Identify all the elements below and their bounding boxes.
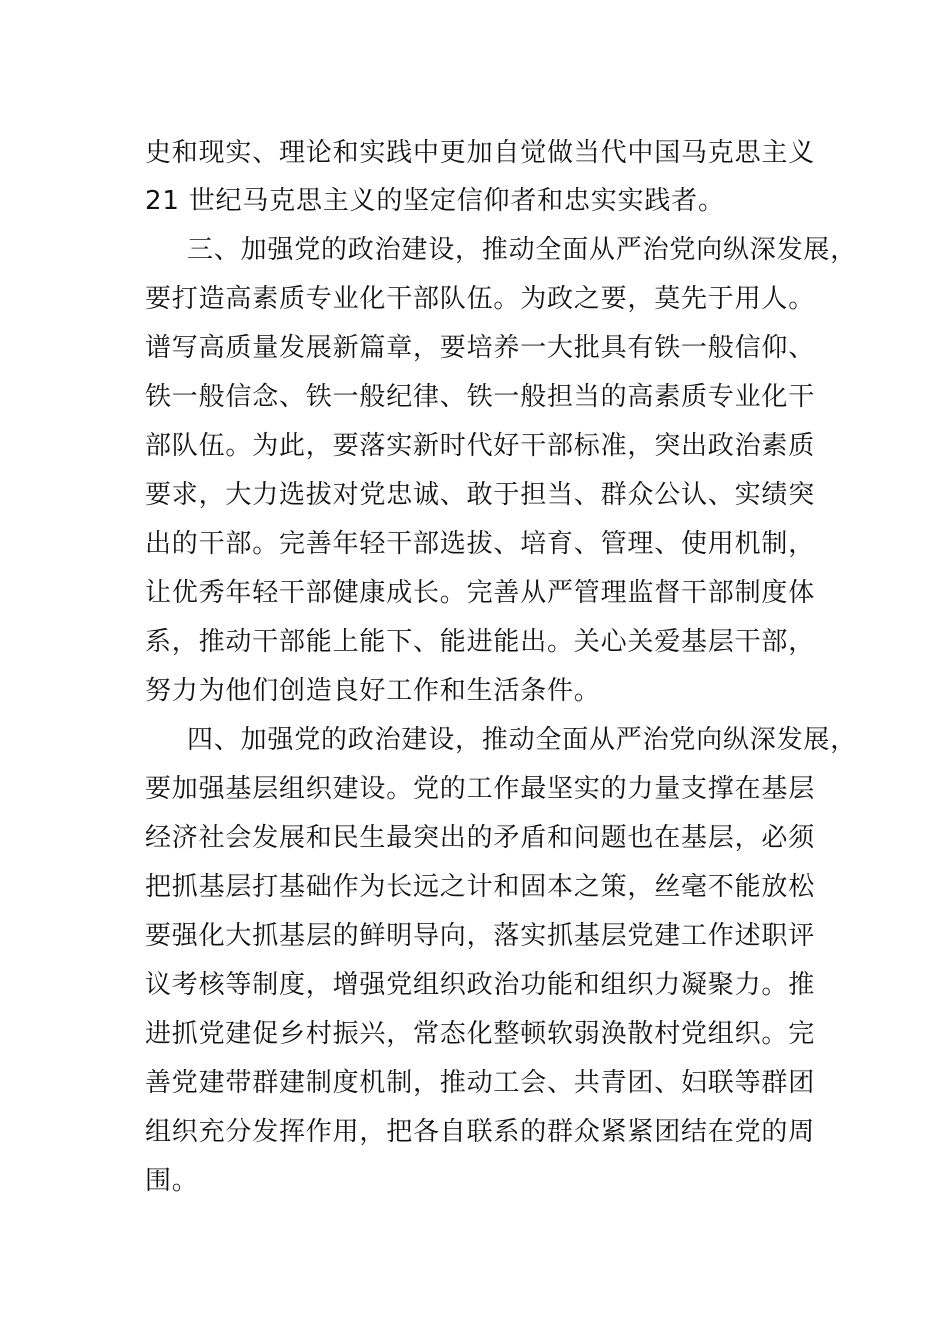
text-line: 出的干部。完善年轻干部选拔、培育、管理、使用机制， bbox=[145, 529, 816, 559]
text-line: 善党建带群建制度机制，推动工会、共青团、妇联等群团 bbox=[145, 1068, 816, 1098]
text-line: 努力为他们创造良好工作和生活条件。 bbox=[145, 676, 601, 706]
text-line: 经济社会发展和民生最突出的矛盾和问题也在基层，必须 bbox=[145, 823, 816, 853]
text-line: 系，推动干部能上能下、能进能出。关心关爱基层干部， bbox=[145, 627, 816, 657]
text-line: 铁一般信念、铁一般纪律、铁一般担当的高素质专业化干 bbox=[145, 382, 816, 412]
text-line: 21 世纪马克思主义的坚定信仰者和忠实实践者。 bbox=[145, 186, 725, 216]
text-line: 部队伍。为此，要落实新时代好干部标准，突出政治素质 bbox=[145, 431, 816, 461]
text-line: 进抓党建促乡村振兴，常态化整顿软弱涣散村党组织。完 bbox=[145, 1019, 816, 1049]
text-line: 史和现实、理论和实践中更加自觉做当代中国马克思主义 bbox=[145, 138, 816, 168]
text-line: 把抓基层打基础作为长远之计和固本之策，丝毫不能放松 bbox=[145, 872, 816, 902]
text-line: 让优秀年轻干部健康成长。完善从严管理监督干部制度体 bbox=[145, 578, 816, 608]
text-line: 议考核等制度，增强党组织政治功能和组织力凝聚力。推 bbox=[145, 970, 816, 1000]
text-line: 围。 bbox=[145, 1166, 199, 1196]
text-line: 要加强基层组织建设。党的工作最坚实的力量支撑在基层 bbox=[145, 774, 816, 804]
paragraph-three-heading: 三、加强党的政治建设，推动全面从严治党向纵深发展， bbox=[187, 235, 858, 265]
text-line: 要求，大力选拔对党忠诚、敢于担当、群众公认、实绩突 bbox=[145, 480, 816, 510]
paragraph-four-heading: 四、加强党的政治建设，推动全面从严治党向纵深发展， bbox=[187, 725, 858, 755]
text-line: 谱写高质量发展新篇章，要培养一大批具有铁一般信仰、 bbox=[145, 333, 816, 363]
text-line: 要强化大抓基层的鲜明导向，落实抓基层党建工作述职评 bbox=[145, 921, 816, 951]
text-line: 要打造高素质专业化干部队伍。为政之要，莫先于用人。 bbox=[145, 284, 816, 314]
text-line: 组织充分发挥作用，把各自联系的群众紧紧团结在党的周 bbox=[145, 1117, 816, 1147]
